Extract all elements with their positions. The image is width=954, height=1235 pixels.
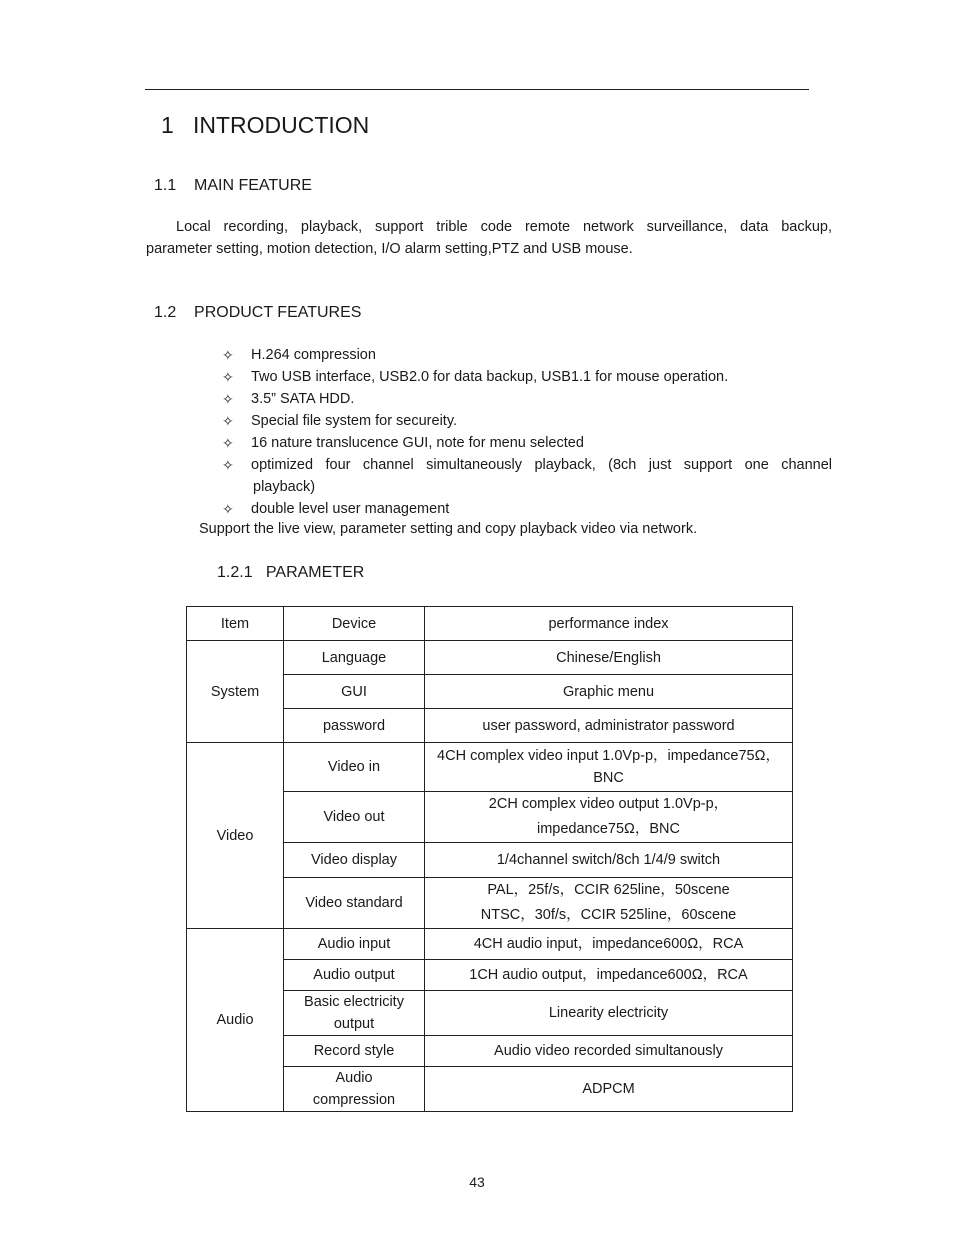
list-item-text: 3.5” SATA HDD. [251, 391, 355, 407]
device-line: Audio [335, 1070, 373, 1086]
list-item [222, 410, 832, 432]
bullet-star-icon: ✧ [222, 347, 234, 363]
value-cell [425, 878, 793, 929]
bullet-star-icon: ✧ [222, 501, 234, 517]
device-cell: Record style [284, 1036, 425, 1067]
list-item-text: 16 nature translucence GUI, note for menu selected [251, 435, 584, 451]
list-item-text: H.264 compression [251, 347, 376, 363]
list-item-text: double level user management [251, 501, 450, 517]
value-cell: 4CH audio input，impedance600Ω，RCA [425, 929, 793, 960]
chapter-title: 1 INTRODUCTION [161, 112, 370, 138]
bullet-star-icon: ✧ [222, 413, 234, 429]
value-cell: Audio video recorded simultanously [425, 1036, 793, 1067]
value-cell: Linearity electricity [425, 991, 793, 1036]
device-cell: password [284, 709, 425, 743]
device-cell [284, 1067, 425, 1112]
device-cell: Video display [284, 843, 425, 878]
list-item-text-continued: playback) [253, 479, 316, 495]
device-line: Basic electricity [304, 994, 404, 1010]
list-item [222, 498, 832, 520]
list-item-text: optimized four channel simultaneously playback, (8ch just support one channel [251, 457, 832, 473]
device-cell: Audio output [284, 960, 425, 991]
device-cell: Language [284, 641, 425, 675]
table-row [187, 929, 793, 960]
value-line: NTSC，30f/s，CCIR 525line，60scene [480, 907, 737, 923]
group-system: System [187, 641, 284, 743]
device-line: compression [312, 1092, 396, 1108]
device-cell: Audio input [284, 929, 425, 960]
value-line: 2CH complex video output 1.0Vp-p， [488, 796, 729, 812]
device-cell: Video in [284, 743, 425, 792]
value-line: BNC [593, 770, 624, 786]
list-item [222, 454, 832, 498]
group-video: Video [187, 743, 284, 929]
device-cell: Video standard [284, 878, 425, 929]
group-audio: Audio [187, 929, 284, 1112]
table-row [187, 641, 793, 675]
network-support-text: Support the live view, parameter setting and copy playback video via network. [199, 521, 698, 537]
list-item-text: Two USB interface, USB2.0 for data backup, USB1.1 for mouse operation. [251, 369, 729, 385]
page-number: 43 [469, 1174, 485, 1190]
value-cell: Graphic menu [425, 675, 793, 709]
value-cell: 1/4channel switch/8ch 1/4/9 switch [425, 843, 793, 878]
bullet-star-icon: ✧ [222, 391, 234, 407]
feature-list [222, 344, 832, 520]
header-item: Item [187, 607, 284, 641]
value-line: PAL，25f/s，CCIR 625line，50scene [487, 882, 730, 898]
value-cell [425, 792, 793, 843]
section-heading-main-feature: 1.1 MAIN FEATURE [154, 177, 312, 194]
value-cell: ADPCM [425, 1067, 793, 1112]
value-line: impedance75Ω，BNC [536, 821, 681, 837]
list-item [222, 366, 832, 388]
parameter-table [186, 606, 793, 1112]
list-item [222, 388, 832, 410]
device-line: output [333, 1016, 375, 1032]
device-cell: GUI [284, 675, 425, 709]
main-feature-paragraph [146, 216, 832, 260]
table-row [187, 743, 793, 792]
value-cell: Chinese/English [425, 641, 793, 675]
header-rule [145, 89, 809, 90]
bullet-star-icon: ✧ [222, 457, 234, 473]
paragraph-line-1: Local recording, playback, support trible code remote network surveillance, data backup, [176, 219, 832, 235]
section-heading-parameter: 1.2.1 PARAMETER [217, 564, 365, 581]
section-heading-product-features: 1.2 PRODUCT FEATURES [154, 304, 362, 321]
value-cell: user password, administrator password [425, 709, 793, 743]
value-cell: 1CH audio output，impedance600Ω，RCA [425, 960, 793, 991]
bullet-star-icon: ✧ [222, 435, 234, 451]
device-cell [284, 991, 425, 1036]
list-item [222, 344, 832, 366]
header-device: Device [284, 607, 425, 641]
table-header-row [187, 607, 793, 641]
header-performance-index: performance index [425, 607, 793, 641]
device-cell: Video out [284, 792, 425, 843]
list-item [222, 432, 832, 454]
list-item-text: Special file system for secureity. [251, 413, 458, 429]
bullet-star-icon: ✧ [222, 369, 234, 385]
paragraph-line-2: parameter setting, motion detection, I/O alarm setting,PTZ and USB mouse. [146, 241, 633, 257]
value-line: 4CH complex video input 1.0Vp-p，impedance75Ω， [437, 748, 780, 764]
value-cell [425, 743, 793, 792]
